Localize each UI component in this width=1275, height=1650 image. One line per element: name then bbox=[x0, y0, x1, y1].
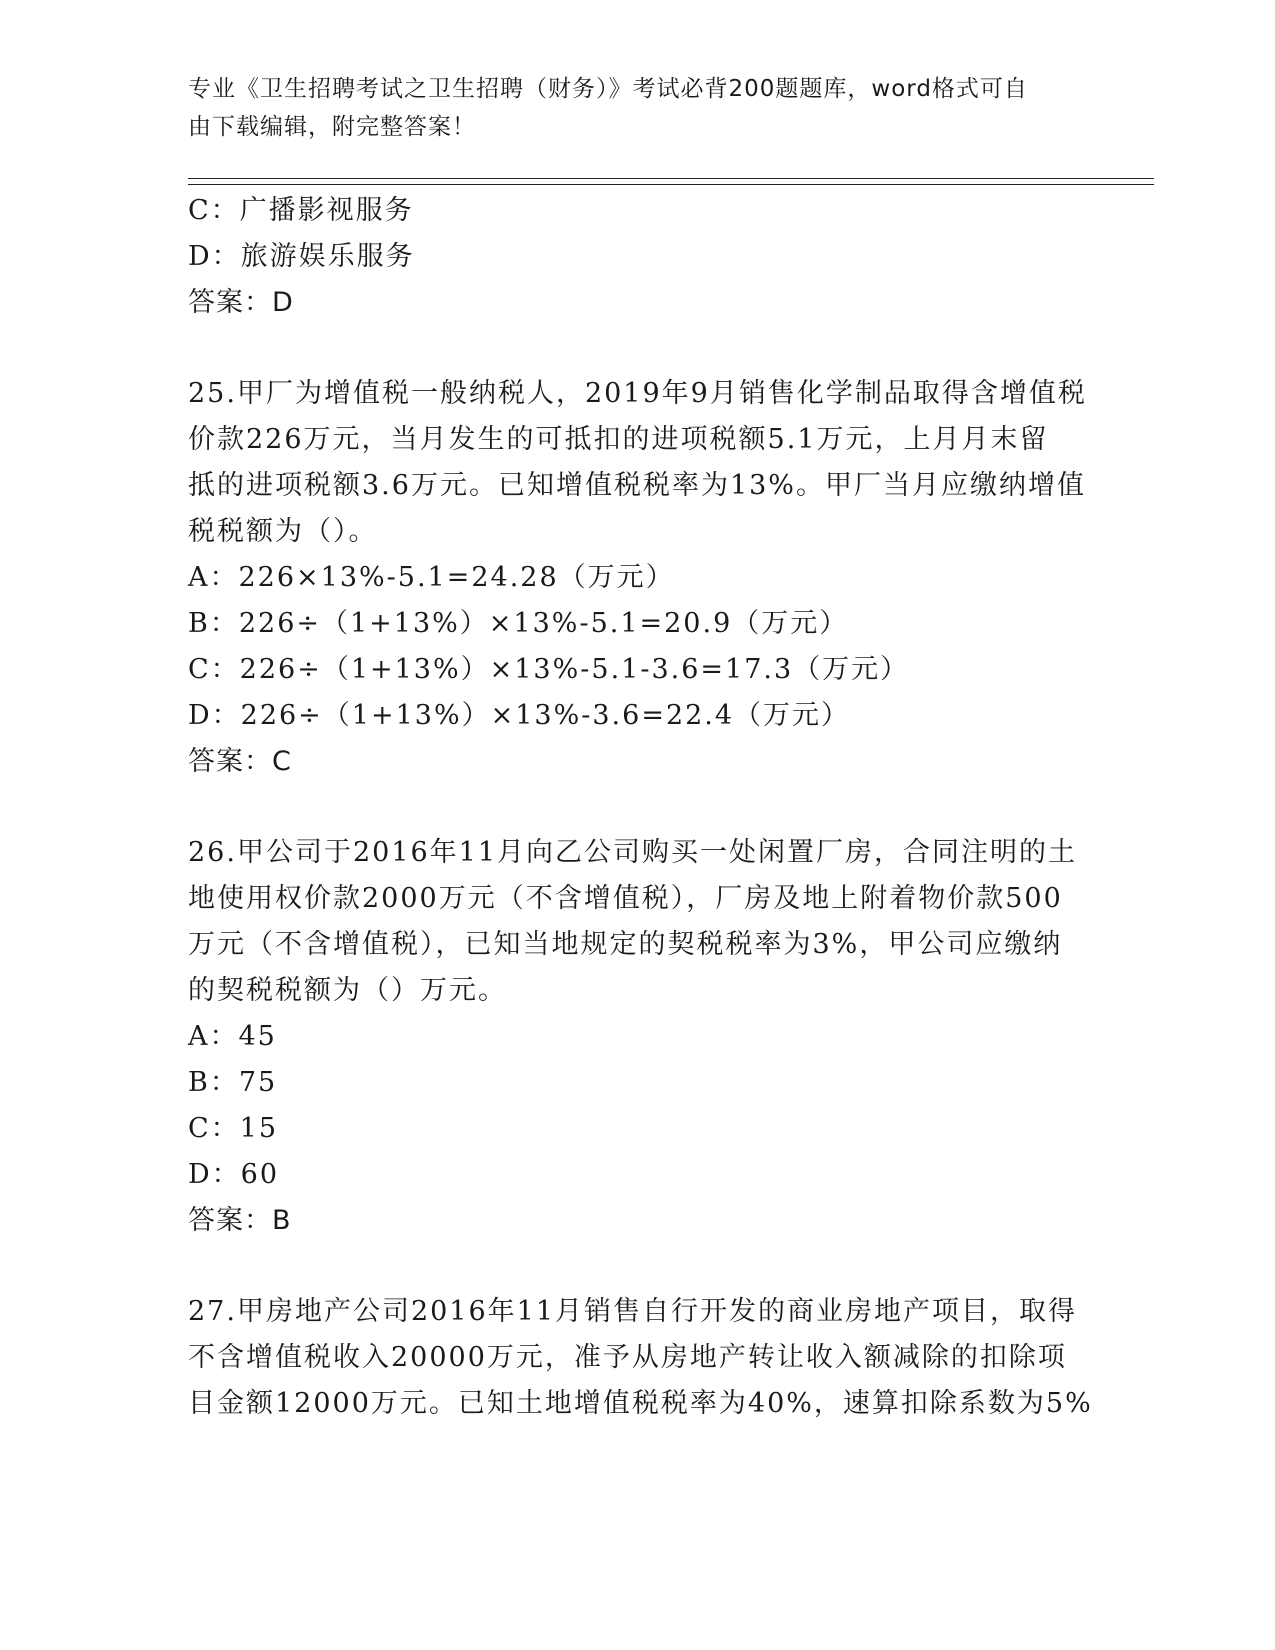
question-25 bbox=[188, 371, 1088, 785]
question-27 bbox=[188, 1289, 1093, 1427]
question-26 bbox=[188, 830, 1088, 1244]
question-stem-line: 的契税税额为（）万元。 bbox=[188, 975, 507, 1006]
question-stem-line: 万元（不含增值税），已知当地规定的契税税率为3%，甲公司应缴纳 bbox=[188, 929, 1063, 960]
document-body bbox=[188, 188, 1093, 1427]
option-a: A：45 bbox=[188, 1021, 277, 1052]
option-d: D：旅游娱乐服务 bbox=[188, 241, 415, 272]
header-line-2: 由下载编辑，附完整答案！ bbox=[188, 114, 476, 140]
question-stem-line: 价款226万元，当月发生的可抵扣的进项税额5.1万元，上月月末留 bbox=[188, 424, 1049, 455]
option-c: C：15 bbox=[188, 1113, 279, 1144]
option-b: B：75 bbox=[188, 1067, 278, 1098]
question-stem-line: 25.甲厂为增值税一般纳税人，2019年9月销售化学制品取得含增值税 bbox=[188, 378, 1087, 409]
answer-line: 答案：D bbox=[188, 287, 294, 318]
question-stem-line: 抵的进项税额3.6万元。已知增值税税率为13%。甲厂当月应缴纳增值 bbox=[188, 470, 1086, 501]
question-stem-line: 27.甲房地产公司2016年11月销售自行开发的商业房地产项目，取得 bbox=[188, 1296, 1078, 1327]
header-divider-bottom bbox=[188, 184, 1154, 185]
option-c: C：226÷（1+13%）×13%-5.1-3.6=17.3（万元） bbox=[188, 654, 910, 685]
question-stem-line: 不含增值税收入20000万元，准予从房地产转让收入额减除的扣除项 bbox=[188, 1342, 1067, 1373]
option-a: A：226×13%-5.1=24.28（万元） bbox=[188, 562, 675, 593]
answer-line: 答案：C bbox=[188, 746, 292, 777]
question-stem-line: 26.甲公司于2016年11月向乙公司购买一处闲置厂房，合同注明的土 bbox=[188, 837, 1078, 868]
option-d: D：226÷（1+13%）×13%-3.6=22.4（万元） bbox=[188, 700, 851, 731]
document-header bbox=[188, 70, 1088, 146]
option-d: D：60 bbox=[188, 1159, 280, 1190]
header-divider-top bbox=[188, 178, 1154, 179]
question-stem-line: 目金额12000万元。已知土地增值税税率为40%，速算扣除系数为5% bbox=[188, 1388, 1093, 1419]
question-stem-line: 税税额为（）。 bbox=[188, 516, 378, 547]
question-stem-line: 地使用权价款2000万元（不含增值税），厂房及地上附着物价款500 bbox=[188, 883, 1063, 914]
previous-question-tail bbox=[188, 188, 1088, 326]
option-c: C：广播影视服务 bbox=[188, 195, 414, 226]
answer-line: 答案：B bbox=[188, 1205, 292, 1236]
option-b: B：226÷（1+13%）×13%-5.1=20.9（万元） bbox=[188, 608, 849, 639]
header-line-1: 专业《卫生招聘考试之卫生招聘（财务）》考试必背200题题库，word格式可自 bbox=[188, 76, 1028, 102]
